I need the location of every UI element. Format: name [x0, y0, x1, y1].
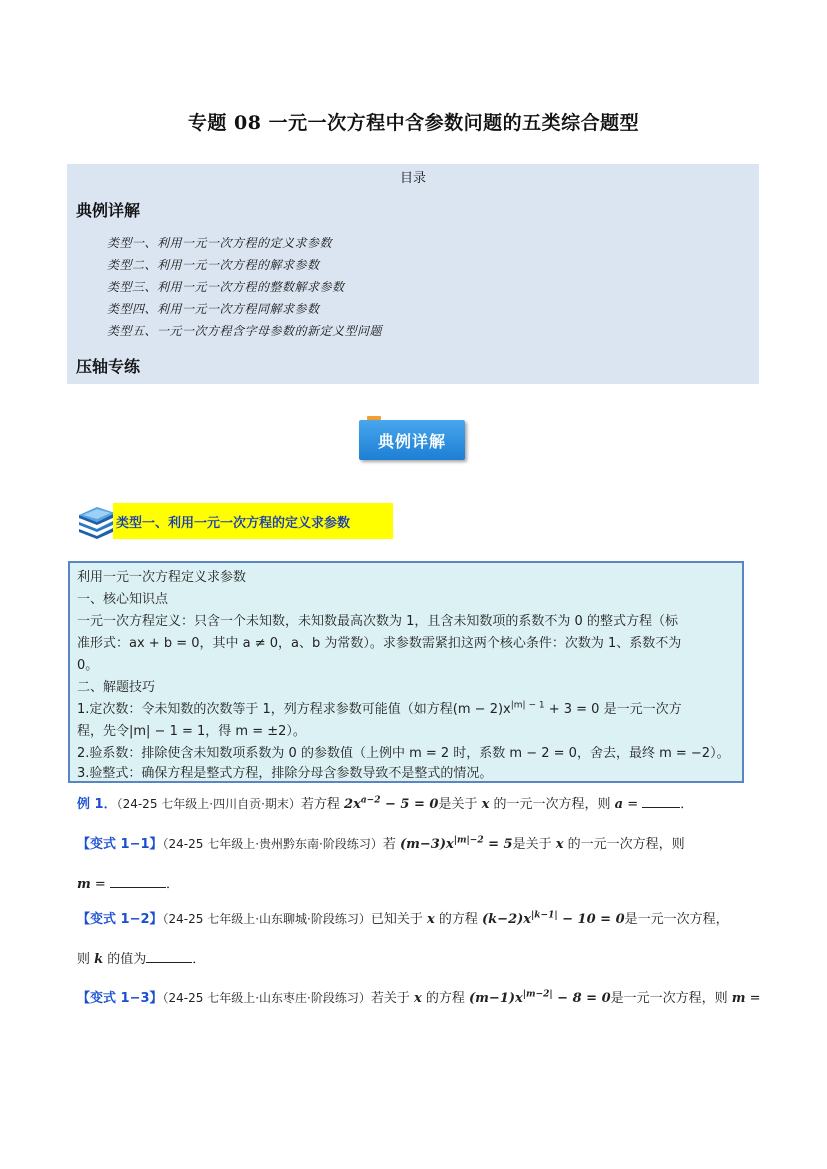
question-text: 的方程	[434, 912, 483, 927]
variant-label: 【变式 1−3】	[77, 991, 163, 1006]
knowledge-box	[68, 561, 744, 783]
equation-tail: − 5 = 0	[380, 797, 439, 812]
question-text: 的方程	[421, 991, 470, 1006]
variable: x	[555, 837, 564, 852]
knowledge-text: 3.验整式：确保方程是整式方程，排除分母含参数导致不是整式的情况。	[77, 766, 493, 781]
knowledge-text: 一元一次方程定义：只含一个未知数，未知数最高次数为 1，且含未知数项的系数不为 0 的整式方程（标	[77, 614, 678, 629]
variant-label: 【变式 1−2】	[77, 912, 163, 927]
type-heading-text: 类型一、利用一元一次方程的定义求参数	[116, 516, 351, 531]
variant-label: 【变式 1−1】	[77, 837, 163, 852]
variable: a	[614, 797, 624, 812]
variable: x	[413, 991, 422, 1006]
variant-1-2-answer-line	[77, 948, 205, 967]
knowledge-title: 利用一元一次方程定义求参数	[77, 570, 247, 585]
exponent: |m| − 1	[510, 700, 545, 711]
equation	[400, 837, 513, 852]
knowledge-text-part: + 3 = 0 是一元一次方	[544, 702, 682, 717]
question-text: 则	[77, 952, 95, 967]
toc-item-type2[interactable]: 类型二、利用一元一次方程的解求参数	[107, 258, 320, 272]
source-note: （24-25 七年级上·山东枣庄·阶段练习）	[162, 991, 371, 1005]
toc-section-practice[interactable]: 压轴专练	[76, 357, 141, 376]
question-text: 是关于	[512, 837, 556, 852]
answer-blank[interactable]	[642, 795, 680, 808]
question-text: 已知关于	[370, 912, 427, 927]
toc-item-type1[interactable]: 类型一、利用一元一次方程的定义求参数	[107, 236, 333, 250]
question-text: 是关于	[438, 797, 482, 812]
question-text: 若关于	[370, 991, 414, 1006]
variable: x	[426, 912, 435, 927]
exponent: |m−2|	[522, 989, 553, 1000]
toc-section-examples[interactable]: 典例详解	[76, 201, 141, 220]
knowledge-text: 2.验系数：排除使含未知数项系数为 0 的参数值（上例中 m = 2 时，系数 m − 2 = 0，舍去，最终 m = −2）。	[77, 746, 730, 761]
knowledge-text-part: 1.定次数：令未知数的次数等于 1，列方程求参数可能值（如方程(m − 2)x	[77, 702, 511, 717]
question-text: =	[90, 877, 110, 892]
equation	[482, 912, 625, 927]
table-of-contents	[67, 164, 759, 384]
question-end: ．	[680, 797, 694, 812]
question-text: 是一元一次方程，则	[610, 991, 732, 1006]
toc-item-type5[interactable]: 类型五、一元一次方程含字母参数的新定义型问题	[107, 324, 383, 338]
toc-item-type3[interactable]: 类型三、利用一元一次方程的整数解求参数	[107, 280, 345, 294]
variable: k	[94, 952, 104, 967]
equation-base: 2x	[344, 797, 361, 812]
exponent: |k−1|	[531, 910, 558, 921]
stacked-books-icon	[77, 503, 117, 539]
source-note: （24-25 七年级上·贵州黔东南·阶段练习）	[162, 837, 383, 851]
question-end: ．	[165, 877, 179, 892]
equation-tail: = 5	[483, 837, 513, 852]
equation-base: (m−1)x	[469, 991, 523, 1006]
question-text: 的一元一次方程，则	[563, 837, 685, 852]
variant-1-1	[77, 833, 685, 852]
example-1	[77, 793, 693, 812]
question-end: ．	[192, 952, 206, 967]
equation-base: (m−3)x	[399, 837, 454, 852]
question-text: 若方程	[300, 797, 345, 812]
page-title: 专题 08 一元一次方程中含参数问题的五类综合题型	[187, 112, 640, 134]
question-text: 的值为	[103, 952, 147, 967]
equation	[344, 797, 438, 812]
knowledge-text: 程，先令|m| − 1 = 1，得 m = ±2）。	[77, 724, 306, 739]
equation-tail: − 8 = 0	[552, 991, 611, 1006]
exponent: |m|−2	[453, 835, 484, 846]
variable: m	[731, 991, 746, 1006]
knowledge-text: 准形式：ax + b = 0，其中 a ≠ 0，a、b 为常数）。求参数需紧扣这两个核心条件：次数为 1、系数不为	[77, 636, 682, 651]
source-note: （24-25 七年级上·四川自贡·期末）	[116, 797, 301, 811]
equation-tail: − 10 = 0	[557, 912, 625, 927]
knowledge-text	[77, 698, 682, 717]
toc-item-type4[interactable]: 类型四、利用一元一次方程同解求参数	[107, 302, 320, 316]
answer-blank[interactable]	[110, 875, 166, 888]
knowledge-text: 0。	[77, 658, 99, 673]
type-heading	[113, 503, 393, 539]
section-banner	[359, 420, 465, 462]
answer-blank[interactable]	[146, 950, 192, 963]
exponent: a−2	[360, 795, 381, 806]
question-text: 是一元一次方程，	[624, 912, 729, 927]
example-label: 例 1．	[77, 797, 117, 812]
variable: m	[77, 877, 91, 892]
question-text: =	[623, 797, 643, 812]
equation	[469, 991, 611, 1006]
variant-1-2	[77, 908, 729, 927]
question-text: =	[745, 991, 761, 1006]
question-text: 的一元一次方程，则	[489, 797, 615, 812]
equation-base: (k−2)x	[482, 912, 532, 927]
toc-heading: 目录	[399, 171, 426, 186]
knowledge-section-2: 二、解题技巧	[77, 680, 156, 695]
variant-1-3	[77, 987, 761, 1006]
source-note: （24-25 七年级上·山东聊城·阶段练习）	[162, 912, 371, 926]
variable: x	[481, 797, 490, 812]
question-text: 若	[382, 837, 400, 852]
variant-1-1-answer-line	[77, 873, 179, 892]
knowledge-section-1: 一、核心知识点	[77, 592, 169, 607]
banner-label: 典例详解	[377, 432, 446, 451]
